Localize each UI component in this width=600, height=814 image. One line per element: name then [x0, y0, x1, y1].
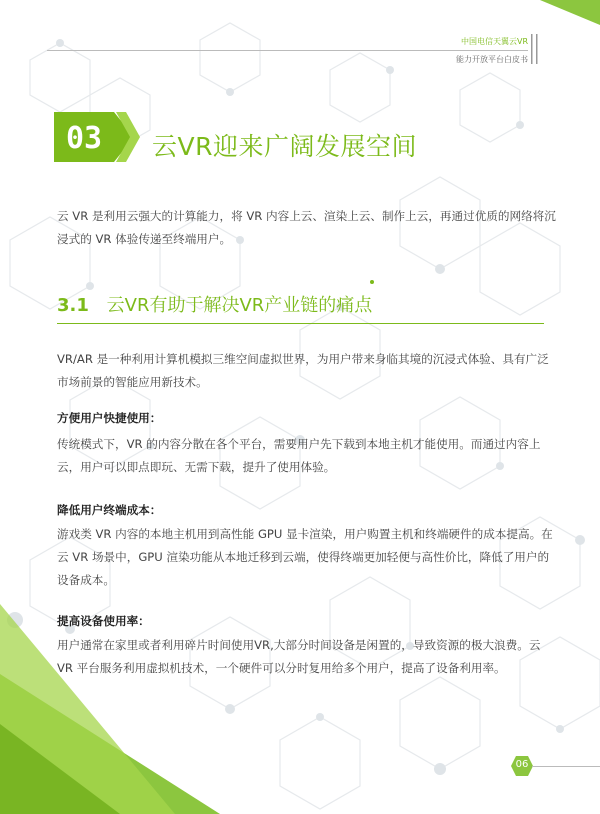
section-title: 云VR有助于解决VR产业链的痛点 — [106, 295, 373, 316]
subheading-utilization: 提高设备使用率： — [57, 614, 150, 628]
body-paragraph-3: 游戏类 VR 内容的本地主机用到高性能 GPU 显卡渲染，用户购置主机和终端硬件的成本提高。在云 VR 场景中，GPU 渲染功能从本地迁移到云端，使得终端更加轻便与高性价比，降低了用户的设备成本。 — [57, 527, 553, 587]
header-title: 中国电信天翼云VR — [460, 37, 528, 46]
document-header — [456, 36, 528, 66]
chapter-number: 03 — [65, 121, 103, 156]
chapter-title: 云VR迎来广阔发展空间 — [152, 132, 417, 161]
subheading-cost: 降低用户终端成本： — [57, 503, 162, 517]
chapter-badge-icon — [54, 112, 140, 162]
header-bars-icon — [530, 34, 540, 64]
section-divider — [57, 323, 544, 324]
page-number-rule — [532, 766, 600, 767]
header-divider — [47, 50, 528, 51]
body-paragraph-2: 传统模式下，VR 的内容分散在各个平台，需要用户先下载到本地主机才能使用。而通过内容上云，用户可以即点即玩、无需下载，提升了使用体验。 — [57, 437, 541, 474]
body-paragraph-4: 用户通常在家里或者利用碎片时间使用VR,大部分时间设备是闲置的，导致资源的极大浪费。云 VR 平台服务利用虚拟机技术，一个硬件可以分时复用给多个用户，提高了设备利用率。 — [57, 638, 541, 675]
header-subtitle: 能力开放平台白皮书 — [456, 55, 528, 64]
section-number: 3.1 — [57, 295, 89, 316]
page-number: 06 — [515, 759, 529, 770]
corner-triangle-top-right — [540, 0, 600, 25]
body-paragraph-1: VR/AR 是一种利用计算机模拟三维空间虚拟世界，为用户带来身临其境的沉浸式体验、具有广泛市场前景的智能应用新技术。 — [57, 352, 549, 389]
intro-paragraph: 云 VR 是利用云强大的计算能力，将 VR 内容上云、渲染上云、制作上云，再通过优质的网络将沉浸式的 VR 体验传递至终端用户。 — [57, 209, 556, 246]
subheading-convenience: 方便用户快捷使用： — [57, 411, 162, 425]
section-heading — [57, 291, 372, 317]
